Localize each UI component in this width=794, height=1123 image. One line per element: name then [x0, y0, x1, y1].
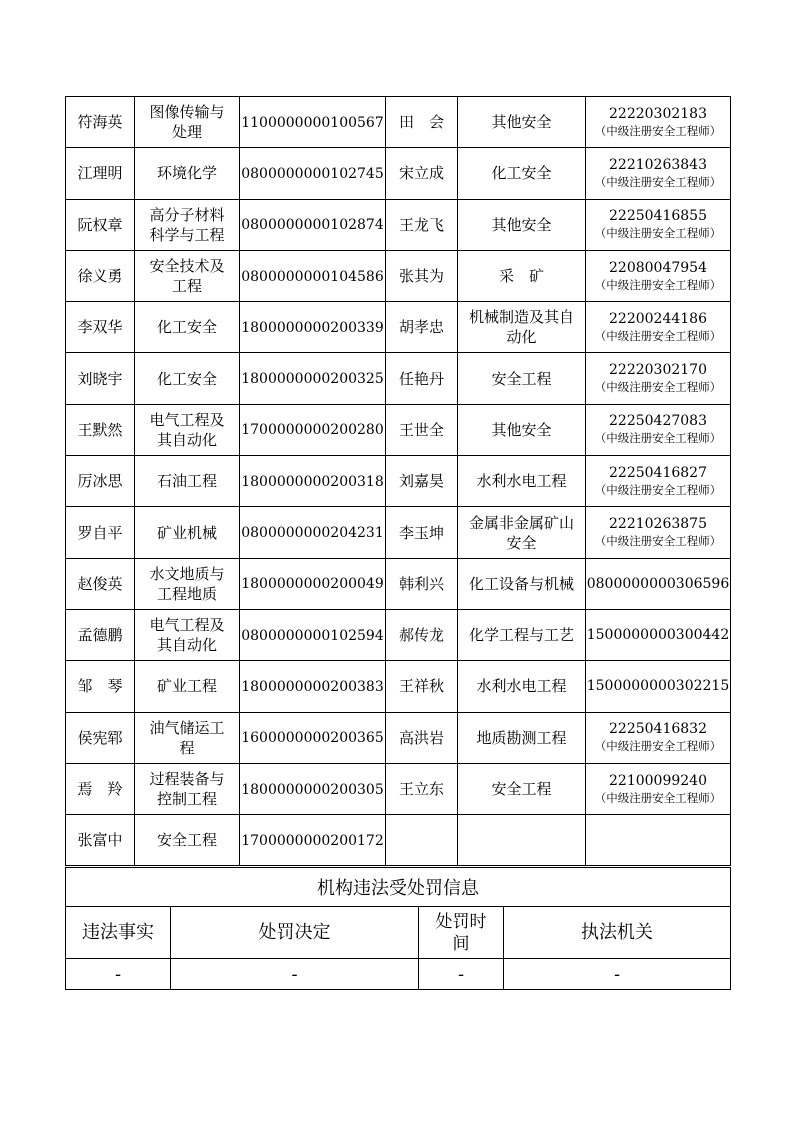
- staff-field2-cell: [458, 712, 586, 763]
- staff-cert-cell: [240, 507, 386, 558]
- staff-name: 刘晓宇: [77, 369, 123, 388]
- staff-cert-type-2: （中级注册安全工程师）: [594, 226, 722, 241]
- penalty-cell-facts: -: [66, 959, 171, 990]
- staff-cert-number: 0800000000102594: [241, 627, 384, 644]
- staff-name: 邹 琴: [77, 677, 123, 696]
- staff-cert-cell: [240, 456, 386, 507]
- staff-cert-type-2: （中级注册安全工程师）: [594, 534, 722, 549]
- staff-name-2: 郝传龙: [398, 626, 444, 645]
- header-penalty-time: [419, 907, 504, 959]
- staff-name-cell: [66, 250, 135, 301]
- staff-cert-cell: [240, 609, 386, 660]
- staff-table: [65, 96, 731, 866]
- staff-cert-cell: [240, 712, 386, 763]
- penalty-cell-agency: -: [504, 959, 731, 990]
- staff-name: 孟德鹏: [77, 626, 123, 645]
- staff-cert-number-2: 22210263875: [609, 516, 707, 533]
- staff-cert-cell: [240, 250, 386, 301]
- penalty-table: [65, 867, 731, 990]
- staff-cert-type-2: （中级注册安全工程师）: [594, 277, 722, 292]
- staff-cert2-cell: [586, 815, 731, 866]
- staff-field-2: 其他安全: [491, 215, 552, 234]
- staff-row: [66, 404, 731, 455]
- staff-field2-cell: [458, 763, 586, 814]
- header-penalty-decision: 处罚决定: [171, 907, 419, 959]
- staff-name: 厉冰思: [77, 472, 123, 491]
- staff-major-cell: [135, 250, 240, 301]
- staff-name-2: 高洪岩: [398, 728, 444, 747]
- staff-field-2: 其他安全: [491, 113, 552, 132]
- staff-cert-type-2: （中级注册安全工程师）: [594, 380, 722, 395]
- staff-name-2: 宋立成: [398, 164, 444, 183]
- staff-major-cell: [135, 456, 240, 507]
- staff-name-2: 胡孝忠: [398, 318, 444, 337]
- staff-name2-cell: [386, 353, 458, 404]
- staff-name-2: 张其为: [398, 267, 444, 286]
- staff-major-cell: [135, 97, 240, 148]
- staff-cert-number: 1600000000200365: [241, 730, 384, 747]
- staff-cert2-cell: [586, 250, 731, 301]
- staff-field2-cell: [458, 661, 586, 712]
- header-enforcement-agency: 执法机关: [504, 907, 731, 959]
- staff-cert-cell: [240, 661, 386, 712]
- staff-cert-number-2: 1500000000300442: [586, 627, 730, 644]
- staff-row: [66, 712, 731, 763]
- staff-cert-type-2: （中级注册安全工程师）: [594, 174, 722, 189]
- staff-row: [66, 815, 731, 866]
- staff-field2-cell: [458, 558, 586, 609]
- staff-cert-number-2: 22080047954: [609, 259, 707, 276]
- staff-cert2-cell: [586, 302, 731, 353]
- staff-row: [66, 661, 731, 712]
- staff-field-2: 其他安全: [491, 420, 552, 439]
- staff-field-2: 水利水电工程: [476, 677, 567, 696]
- staff-row: [66, 148, 731, 199]
- staff-cert-number: 1700000000200172: [241, 832, 384, 849]
- staff-name: 侯宪郓: [77, 728, 123, 747]
- staff-name: 阮权章: [77, 215, 123, 234]
- staff-major-cell: [135, 148, 240, 199]
- staff-cert-number-2: 22100099240: [609, 772, 707, 789]
- staff-row: [66, 199, 731, 250]
- staff-name-cell: [66, 456, 135, 507]
- staff-name2-cell: [386, 97, 458, 148]
- staff-major: 矿业工程: [156, 677, 217, 696]
- staff-cert-cell: [240, 763, 386, 814]
- staff-name2-cell: [386, 404, 458, 455]
- staff-cert-number: 1800000000200383: [241, 678, 384, 695]
- staff-name-2: 刘嘉昊: [398, 472, 444, 491]
- staff-field2-cell: [458, 507, 586, 558]
- staff-cert-number: 1700000000200280: [241, 422, 384, 439]
- staff-name-cell: [66, 712, 135, 763]
- staff-name: 赵俊英: [77, 574, 123, 593]
- staff-name: 王默然: [77, 420, 123, 439]
- staff-field-2: 化工安全: [491, 164, 552, 183]
- staff-cert-number: 1800000000200318: [241, 473, 384, 490]
- staff-field2-cell: [458, 609, 586, 660]
- staff-cert-cell: [240, 353, 386, 404]
- staff-row: [66, 97, 731, 148]
- staff-name: 张富中: [77, 831, 123, 850]
- staff-major: 环境化学: [156, 164, 217, 183]
- staff-name: 徐义勇: [77, 267, 123, 286]
- staff-name2-cell: [386, 199, 458, 250]
- staff-row: [66, 558, 731, 609]
- staff-name-2: 王世全: [398, 420, 444, 439]
- staff-cert-number-2: 22250427083: [609, 413, 707, 430]
- staff-row: [66, 456, 731, 507]
- staff-major: 电气工程及其自动化: [149, 616, 225, 655]
- staff-major: 安全技术及工程: [149, 257, 225, 296]
- staff-cert-number: 1800000000200305: [241, 781, 384, 798]
- staff-name-cell: [66, 199, 135, 250]
- staff-name2-cell: [386, 609, 458, 660]
- staff-cert-number: 0800000000204231: [241, 525, 384, 542]
- staff-name2-cell: [386, 302, 458, 353]
- staff-major-cell: [135, 199, 240, 250]
- staff-field-2: 化学工程与工艺: [468, 626, 574, 645]
- staff-cert-number-2: 22210263843: [609, 156, 707, 173]
- staff-cert-cell: [240, 404, 386, 455]
- staff-field-2: 安全工程: [491, 369, 552, 388]
- staff-table-body: [66, 97, 731, 866]
- staff-row: [66, 507, 731, 558]
- staff-major-cell: [135, 712, 240, 763]
- staff-name-cell: [66, 815, 135, 866]
- staff-cert2-cell: [586, 712, 731, 763]
- staff-cert-number: 1800000000200049: [241, 576, 384, 593]
- staff-major-cell: [135, 558, 240, 609]
- staff-field2-cell: [458, 148, 586, 199]
- staff-major-cell: [135, 353, 240, 404]
- staff-name-cell: [66, 404, 135, 455]
- staff-cert-number: 1800000000200339: [241, 319, 384, 336]
- staff-name: 李双华: [77, 318, 123, 337]
- staff-field2-cell: [458, 404, 586, 455]
- staff-major-cell: [135, 404, 240, 455]
- staff-cert-type-2: （中级注册安全工程师）: [594, 739, 722, 754]
- staff-cert-number-2: 22250416832: [609, 721, 707, 738]
- staff-field-2: 机械制造及其自动化: [468, 308, 574, 347]
- staff-major: 油气储运工程: [149, 718, 225, 757]
- staff-field2-cell: [458, 815, 586, 866]
- staff-name-cell: [66, 763, 135, 814]
- staff-major-cell: [135, 609, 240, 660]
- staff-name: 符海英: [77, 113, 123, 132]
- staff-field2-cell: [458, 302, 586, 353]
- staff-cert-number-2: 22200244186: [609, 310, 707, 327]
- penalty-section-title: 机构违法受处罚信息: [66, 868, 731, 907]
- staff-cert2-cell: [586, 507, 731, 558]
- staff-name-cell: [66, 507, 135, 558]
- penalty-cell-time: -: [419, 959, 504, 990]
- staff-field-2: 地质勘测工程: [476, 728, 567, 747]
- staff-cert-number-2: 1500000000302215: [586, 678, 730, 695]
- staff-name2-cell: [386, 456, 458, 507]
- staff-cert-number: 0800000000102874: [241, 217, 384, 234]
- staff-name2-cell: [386, 815, 458, 866]
- staff-name2-cell: [386, 148, 458, 199]
- staff-name2-cell: [386, 250, 458, 301]
- staff-field2-cell: [458, 456, 586, 507]
- staff-cert-cell: [240, 199, 386, 250]
- staff-cert2-cell: [586, 97, 731, 148]
- staff-cert-cell: [240, 558, 386, 609]
- staff-row: [66, 609, 731, 660]
- header-penalty-time-label: 处罚时间: [435, 911, 487, 954]
- staff-row: [66, 763, 731, 814]
- staff-major: 图像传输与处理: [149, 103, 225, 142]
- staff-cert-number: 0800000000104586: [241, 268, 384, 285]
- staff-major: 安全工程: [156, 831, 217, 850]
- staff-name-cell: [66, 148, 135, 199]
- staff-major: 矿业机械: [156, 523, 217, 542]
- staff-cert2-cell: [586, 609, 731, 660]
- staff-cert-number-2: 22250416855: [609, 208, 707, 225]
- staff-cert-cell: [240, 148, 386, 199]
- staff-name-2: 王祥秋: [398, 677, 444, 696]
- staff-row: [66, 250, 731, 301]
- staff-major: 高分子材料科学与工程: [149, 205, 225, 244]
- staff-name-2: 田 会: [398, 113, 444, 132]
- staff-name-cell: [66, 302, 135, 353]
- staff-major: 化工安全: [156, 318, 217, 337]
- staff-cert2-cell: [586, 148, 731, 199]
- staff-cert2-cell: [586, 558, 731, 609]
- staff-name-cell: [66, 558, 135, 609]
- staff-name: 江理明: [77, 164, 123, 183]
- staff-cert2-cell: [586, 199, 731, 250]
- staff-field-2: 采 矿: [498, 267, 544, 286]
- staff-cert-number: 1800000000200325: [241, 371, 384, 388]
- staff-field2-cell: [458, 353, 586, 404]
- penalty-cell-decision: -: [171, 959, 419, 990]
- staff-cert2-cell: [586, 661, 731, 712]
- staff-cert-number-2: 22220302170: [609, 362, 707, 379]
- staff-name2-cell: [386, 712, 458, 763]
- staff-cert2-cell: [586, 353, 731, 404]
- staff-name2-cell: [386, 661, 458, 712]
- staff-cert-number-2: 0800000000306596: [586, 575, 730, 592]
- staff-cert-cell: [240, 815, 386, 866]
- staff-row: [66, 302, 731, 353]
- staff-major: 石油工程: [156, 472, 217, 491]
- staff-name-2: 王龙飞: [398, 215, 444, 234]
- staff-name-2: 韩利兴: [398, 574, 444, 593]
- staff-field-2: 化工设备与机械: [468, 574, 574, 593]
- staff-cert2-cell: [586, 763, 731, 814]
- staff-cert-type-2: （中级注册安全工程师）: [594, 790, 722, 805]
- staff-major: 化工安全: [156, 369, 217, 388]
- staff-name2-cell: [386, 763, 458, 814]
- staff-field-2: 安全工程: [491, 780, 552, 798]
- staff-major-cell: [135, 661, 240, 712]
- staff-cert-number: 0800000000102745: [241, 165, 384, 182]
- staff-name: 罗自平: [77, 523, 123, 542]
- staff-field-2: 金属非金属矿山安全: [468, 513, 574, 552]
- staff-name-2: 任艳丹: [398, 369, 444, 388]
- staff-field2-cell: [458, 250, 586, 301]
- staff-name2-cell: [386, 558, 458, 609]
- staff-field2-cell: [458, 97, 586, 148]
- staff-cert-type-2: （中级注册安全工程师）: [594, 123, 722, 138]
- staff-field2-cell: [458, 199, 586, 250]
- staff-cert-type-2: （中级注册安全工程师）: [594, 482, 722, 497]
- staff-major-cell: [135, 302, 240, 353]
- staff-name-cell: [66, 353, 135, 404]
- staff-cert-number: 1100000000100567: [241, 114, 384, 131]
- staff-name-cell: [66, 661, 135, 712]
- staff-major: 过程装备与控制工程: [149, 770, 225, 808]
- staff-cert-type-2: （中级注册安全工程师）: [594, 328, 722, 343]
- staff-name-2: 王立东: [398, 780, 444, 798]
- staff-major-cell: [135, 815, 240, 866]
- staff-cert-number-2: 22220302183: [609, 105, 707, 122]
- staff-cert-number-2: 22250416827: [609, 464, 707, 481]
- staff-cert-cell: [240, 97, 386, 148]
- staff-name-cell: [66, 97, 135, 148]
- staff-cert2-cell: [586, 456, 731, 507]
- staff-name: 焉 羚: [77, 780, 123, 798]
- staff-name-cell: [66, 609, 135, 660]
- staff-cert-type-2: （中级注册安全工程师）: [594, 431, 722, 446]
- header-violation-facts: 违法事实: [66, 907, 171, 959]
- staff-cert2-cell: [586, 404, 731, 455]
- staff-row: [66, 353, 731, 404]
- staff-major: 水文地质与工程地质: [149, 564, 225, 603]
- staff-field-2: 水利水电工程: [476, 472, 567, 491]
- staff-name-2: 李玉坤: [398, 523, 444, 542]
- staff-major: 电气工程及其自动化: [149, 410, 225, 449]
- staff-name2-cell: [386, 507, 458, 558]
- staff-major-cell: [135, 763, 240, 814]
- staff-major-cell: [135, 507, 240, 558]
- staff-cert-cell: [240, 302, 386, 353]
